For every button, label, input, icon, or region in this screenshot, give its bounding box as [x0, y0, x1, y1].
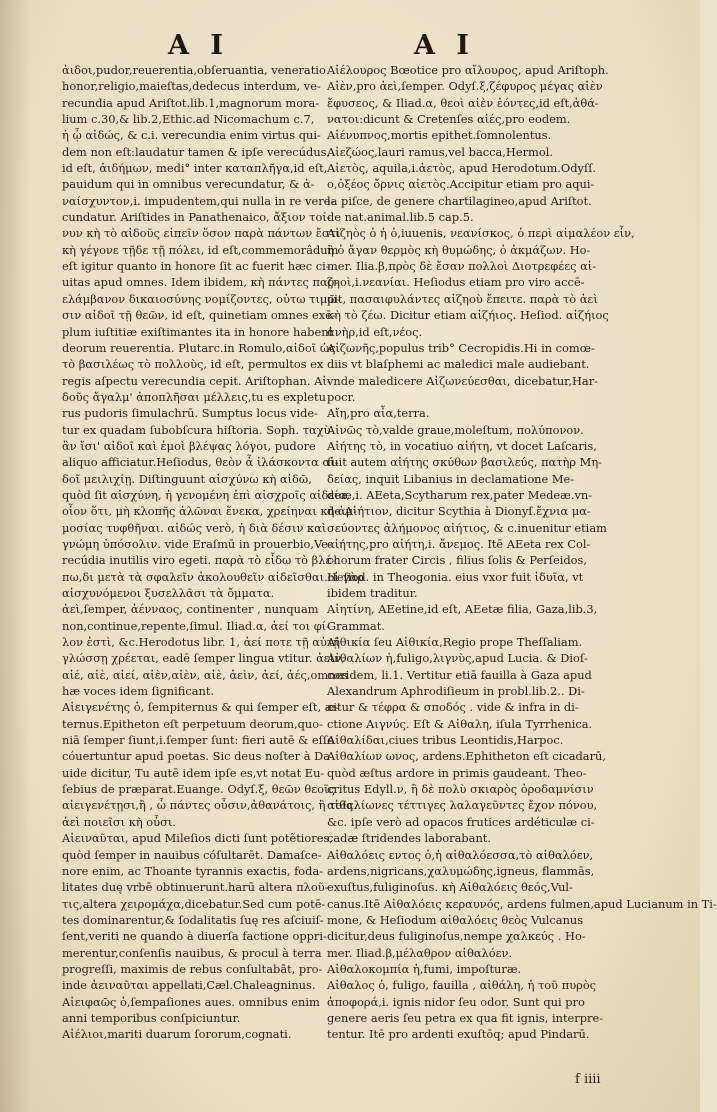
text-line: Αἰέλουρος Bœotice pro αἴλουρος, apud Ariſtoph.: [327, 63, 609, 77]
text-line: vnde maledicere Αἰζωνεύεσθαι, dicebatur,Har-: [327, 373, 598, 388]
text-line: αἰέ, αἰὲ, αἰεί, αἰὲν,αἰὲν, αἰὲ, ἀεὶν, ἀεί, ἀές,omnes: [62, 667, 349, 682]
text-line: merentur,conſenſis nauibus, & procul à terra: [62, 945, 322, 960]
text-line: dem non eſt:laudatur tamen & ipſe verecúdus,: [62, 144, 331, 159]
text-line: litates duę vrbē obtinuerunt.harū altera πλοῦ-: [62, 880, 329, 895]
text-line: ο,ὀξέος ὄρνις αἰετὸς.Accipitur etiam pro aqui-: [327, 177, 595, 192]
text-line: citur & τέφρα & σποδός . vide & infra in di-: [327, 700, 579, 715]
text-line: δείας, inquit Libanius in declamatione Me-: [327, 471, 575, 486]
right-column: [327, 62, 717, 1043]
text-line: Αἰζωνῆς,populus trib° Cecropidis.Hi in comœ-: [327, 340, 595, 355]
text-line: σιν αἰδοῖ τῇ θεῶν, id eſt, quinetiam omnes exē-: [62, 308, 336, 323]
text-line: Αἴη,pro αἶα,terra.: [327, 406, 430, 421]
text-line: μοσίας τυφθῆναι. αἰδώς verò, ἡ διὰ δέσιν καὶ: [62, 520, 327, 535]
text-line: quòd æſtus ardore in primis gaudeant. Theo-: [327, 765, 587, 780]
text-line: ἂν ἴσι' αἰδοῖ καὶ ἐμοὶ βλέψας λόγοι, pudore: [62, 438, 316, 453]
text-line: λον ἐστὶ, &c.Herodotus libr. 1, ἀεί ποτε τῇ αὐτῇ: [62, 635, 341, 650]
text-line: id eſt, ἀιδήμων, medi° inter καταπλῆγα,id eſt,: [62, 161, 328, 176]
text-line: mer. Iliad.β,μέλαθρον αἰθαλόεν.: [327, 945, 513, 960]
text-line: δοῦς ἄγαλμ' ἀποπλῆσαι μέλλεις,tu es expletu: [62, 389, 326, 404]
text-line: rus pudoris ſimulachrū. Sumptus locus vide-: [62, 406, 319, 421]
text-line: Αἰειγενέτης ὁ, ſempiternus & qui ſemper eſt, æ-: [62, 700, 340, 715]
text-line: ctione Αιγνύς. Eſt & Αἰθαλη, iſula Tyrrhenica.: [327, 716, 593, 731]
text-line: Heſiod. in Theogonia. eius vxor fuit ἰδυῖα, vt: [327, 569, 584, 584]
text-line: recundia apud Ariſtot.lib.1,magnorum mora-: [62, 95, 320, 110]
text-line: ἢ ὁ ἄγαν θερμὸς κὴ θυμώδης, ὁ ἀκμάζων. Ho-: [327, 242, 591, 257]
text-line: Grammat.: [327, 618, 385, 633]
text-line: pocr.: [327, 389, 356, 404]
text-line: quòd ſit αἰσχύνη, ἡ γενομένη ἐπὶ αἰσχροῖς αἰδεία,: [62, 487, 351, 502]
text-line: cadæ ſtridendes laborabant.: [327, 831, 491, 846]
text-line: νατοι:dicunt & Cretenſes αἰές,pro eodem.: [327, 112, 571, 127]
text-line: de nat.animal.lib.5 cap.5.: [327, 210, 474, 225]
text-line: ardens,nigricans,χαλυμώδης,igneus, flammās,: [327, 863, 595, 878]
text-line: plum iuſtitiæ exiſtimantes ita in honore habent: [62, 324, 334, 339]
text-line: lium c.30,& lib.2,Ethic.ad Nicomachum c.7,: [62, 112, 315, 127]
text-line: ſebius de præparat.Euange. Odyſ.ξ, θεῶν θεοῖς: [62, 782, 335, 797]
text-line: fuit autem αἰήτης σκύθων βασιλεύς, πατὴρ Μη-: [327, 455, 603, 470]
text-line: γνώμη ὑπόσολιν. vide Eraſmū in prouerbio,Ve-: [62, 536, 332, 551]
text-line: αἰήτης,pro αἰήτη,i. ἄνεμος. Itē AEeta rex Col-: [327, 536, 591, 551]
text-line: tes dominarentur,& ſodalitatis ſuę res aſciuiſ-: [62, 912, 324, 927]
text-line: δοῖ μειλιχίῃ. Diſtinguunt αἰσχύνω κὴ αἰδῶ,: [62, 471, 312, 486]
text-line: anni temporibus conſpiciuntur.: [62, 1010, 241, 1025]
text-line: γλώσσῃ χρέεται, eadē ſemper lingua vtitur. ἀεὶν,: [62, 651, 345, 666]
text-line: tur ex quadam ſubobſcura hiſtoria. Soph. ταχὺ: [62, 422, 331, 437]
text-line: ſent,veriti ne quando à diuerſa factione oppri-: [62, 929, 327, 944]
text-line: Αἰζηὸς ὁ ἡ ὁ,iuuenis, νεανίσκος, ὁ περὶ αἱμαλέον εἶν,: [327, 226, 635, 241]
text-line: Αἰνῶς τὸ,valde graue,moleſtum, πολύπονον.: [327, 422, 584, 437]
text-line: cóuertuntur apud poetas. Sic deus noſter à Da: [62, 749, 331, 764]
text-line: ἀεὶ,ſemper, ἀένναος, continenter , nunquam: [62, 602, 319, 617]
text-line: ἀεὶ ποιεῖσι κὴ οὖσι.: [62, 814, 176, 829]
text-line: ἀιδοι,pudor,reuerentia,obſeruantia, veneratio: [62, 63, 326, 77]
left-running-head: A I: [168, 30, 229, 61]
text-line: Αἰητίνη, AEetine,id eſt, AEetæ filia, Gaza,lib.3,: [327, 602, 598, 617]
text-line: cundatur. Ariſtides in Panathenaico, ἄξιον τοί-: [62, 210, 331, 225]
text-line: inde ἀειναῦται appellati,Cæl.Chaleagninus.: [62, 978, 316, 993]
text-line: ελάμβανον δικαιοσύνης νομίζοντες, οὐτω τιμῶ-: [62, 291, 341, 306]
text-line: non,continue,repente,ſimul. Iliad.α, ἀεί τοι φί-: [62, 618, 330, 633]
text-line: κὴ γέγονε τῇδε τῇ πόλει, id eſt,commemorâdum: [62, 242, 339, 257]
text-line: Αἰθαλοκομπία ἡ,fumi, impoſturæ.: [327, 961, 522, 976]
text-line: Αἰεζώος,lauri ramus,vel bacca,Hermol.: [327, 144, 553, 159]
text-line: ternus.Epitheton eſt perpetuum deorum,quo-: [62, 716, 323, 731]
text-line: deorum reuerentia. Plutarc.in Romulo,αἰδοῖ ὡς: [62, 340, 336, 355]
text-line: pauidum qui in omnibus verecundatur, & ἀ-: [62, 177, 315, 192]
text-line: τις,altera χειρομάχα,dicebatur.Sed cum potē-: [62, 896, 326, 911]
text-line: genere aeris ſeu petra ex qua fit ignis, interpre-: [327, 1010, 604, 1025]
text-line: eſt igitur quanto in honore ſit ac fuerit hæc ci-: [62, 259, 330, 274]
text-line: ναίσχυντον,i. impudentem,qui nulla in re vere-: [62, 193, 335, 208]
text-line: ἔφυσεος, & Iliad.α, θεοὶ αἰὲν ἐόντες,id eſt,ἀθά-: [327, 95, 599, 110]
text-line: deæ,i. AEeta,Scytharum rex,pater Medeæ.vn-: [327, 487, 593, 502]
text-line: regis aſpectu verecundia cepit. Ariſtophan. Αἰ-: [62, 373, 331, 388]
text-line: diis vt blaſphemi ac maledici male audiebant.: [327, 357, 590, 372]
text-line: ibidem traditur.: [327, 586, 418, 600]
text-line: Αἰθαλίων ἡ,fuligo,λιγνὺς,apud Lucia. & Dioſ-: [327, 651, 588, 666]
text-line: Αἰθαλίδαι,ciues tribus Leontidis,Harpoc.: [327, 733, 564, 748]
text-line: progreſſi, maximis de rebus conſultabāt, pro-: [62, 961, 323, 976]
text-line: νυν κὴ τὸ αἰδοῦς εἰπεῖν ὅσον παρὰ πάντων ἔστι: [62, 226, 341, 241]
text-line: Αἰένυπνος,mortis epithet.ſomnolentus.: [327, 128, 552, 143]
text-line: Αἰετὸς, aquila,i.ἀετὸς, apud Herodotum.Odyſſ.: [327, 161, 597, 176]
text-line: Αἰθαλόεις εντος ὁ,ἡ αἰθαλόεσσα,τὸ αἰθαλόεν,: [327, 847, 594, 862]
text-line: &c. ipſe verò ad opacos frutices ardéticulæ ci-: [327, 814, 595, 829]
text-line: ζηοὶ,i.νεανίαι. Heſiodus etiam pro viro accē-: [327, 275, 585, 290]
text-line: ἀνὴρ,id eſt,νέος.: [327, 324, 423, 339]
text-line: ἡ ᾦ αἰδώς, & c.i. verecundia enim virtus qui-: [62, 128, 321, 143]
text-line: pit, πασαιφυλάντες αἰζηοὺ ἔπειτε. παρὰ τὸ ἀεὶ: [327, 291, 598, 306]
text-line: mer. Ilia.β,πρὸς δὲ ἔσαν πολλοὶ Διοτρεφέες αἰ-: [327, 259, 597, 274]
text-line: ἀποφορά,i. ignis nidor ſeu odor. Sunt qui pro: [327, 994, 585, 1009]
text-line: aliquo afficiatur.Heſiodus, θεὸν ἆ ἱλάσκοντα αἰ-: [62, 455, 339, 470]
text-line: αἰθαλίωνες τέττιγες λαλαγεῦντες ἔχον πόνου,: [327, 798, 598, 813]
text-line: dicitur,deus fuliginoſus,nempe χαλκεύς . Ho-: [327, 929, 586, 944]
text-line: quòd ſemper in nauibus cóſultarēt. Damaſce-: [62, 847, 322, 862]
text-line: Αἰήτης τὸ, in vocatiuo αἰήτη, vt docet Laſcaris,: [327, 438, 597, 453]
text-line: nore enim, ac Thoante tyrannis exactis, foda-: [62, 863, 324, 878]
right-running-head: A I: [414, 30, 475, 61]
text-line: canus.Itē Αἰθαλόεις κεραυνός, ardens fulmen,apud Lucianum in Ti-: [327, 896, 717, 911]
text-line: Alexandrum Aphrodiſieum in probl.lib.2.. Di-: [327, 684, 585, 699]
text-line: uitas apud omnes. Idem ibidem, κὴ πάντες παρ-: [62, 275, 339, 290]
text-line: chorum frater Circis , filius ſolis & Perſeidos,: [327, 553, 587, 568]
text-line: αἰειγενέτῃσι,ἢ , ὦ πάντες οὖσιν,ἀθανάτοις, ἢ τοῖς: [62, 798, 354, 813]
text-line: la piſce, de genere chartilagineo,apud Ariſtot.: [327, 193, 592, 208]
text-line: critus Edyll.ν, ἢ δὲ πολὺ σκιαρὸς ὀροδαμνίσιν: [327, 782, 594, 797]
text-line: niā ſemper ſiunt,i.ſemper ſunt: fieri autē & eſſe: [62, 733, 334, 748]
text-line: honor,religio,maieſtas,dedecus interdum, ve-: [62, 79, 321, 94]
gutter-shadow: [0, 0, 30, 1112]
text-line: κὴ τὸ ζέω. Dicitur etiam αἰζήιος. Heſiod. αἰζήιος: [327, 308, 609, 323]
text-line: hæ voces idem ſignificant.: [62, 684, 215, 699]
text-line: Αἰθικία ſeu Αἰθικία,Regio prope Theſſaliam.: [327, 635, 583, 650]
text-line: τὸ βασιλέως τὸ πολλοὺς, id eſt, permultos ex: [62, 357, 324, 372]
text-line: tentur. Itē pro ardenti exuſtōq; apud Pindarū.: [327, 1027, 590, 1042]
text-line: Αἰθαλίων ωνος, ardens.Ephitheton eſt cicadarū,: [327, 749, 606, 764]
text-line: coridem, li.1. Vertitur etiā fauilla à Gaza apud: [327, 667, 592, 682]
text-line: exuſtus,fuliginoſus. κὴ Αἰθαλόεις θεός,Vul-: [327, 880, 573, 895]
text-line: σεύοντες ἀλήμονος αἰήτιος, & c.inuenitur etiam: [327, 520, 607, 535]
text-line: αἰσχυνόμενοι ξυσελλᾶσι τὰ ὄμματα.: [62, 586, 275, 600]
text-line: οἷον ὅτι, μὴ κλοπῆς ἀλῶναι ἕνεκα, χρείηναι κὴ ἁμ-: [62, 504, 357, 519]
text-line: Αἰὲν,pro ἀεὶ,ſemper. Odyſ.ξ,ζέφυρος μέγας αἰὲν: [327, 79, 603, 94]
text-line: Αἰέλιοι,mariti duarum ſororum,cognati.: [62, 1027, 292, 1042]
text-line: de Αἰήτιον, dicitur Scythia à Dionyſ.ἔχνια μα-: [327, 504, 591, 519]
text-line: recúdia inutilis viro egeti. παρὰ τὸ εἶδω τὸ βλέ-: [62, 553, 336, 568]
text-line: πω,δι μετὰ τὰ σφαλεῖν ἀκολουθεῖν αἰδεῖσθαι.οἱ γὰρ: [62, 569, 364, 584]
signature-mark: f iiii: [575, 1072, 601, 1087]
text-line: Αἰειναῦται, apud Mileſios dicti ſunt potẽtiores,: [62, 831, 333, 846]
text-line: Αἰθαλος ὁ, fuligo, fauilla , αἰθάλη, ἡ τοῦ πυρὸς: [327, 978, 597, 993]
text-line: uide dicitur, Tu autē idem ipſe es,vt notat Eu-: [62, 765, 325, 780]
text-line: mone, & Heſiodum αἰθαλόεις θεὸς Vulcanus: [327, 912, 584, 927]
text-line: Αἰειφαῶς ὁ,ſempaſiones aues. omnibus enim: [62, 994, 320, 1009]
